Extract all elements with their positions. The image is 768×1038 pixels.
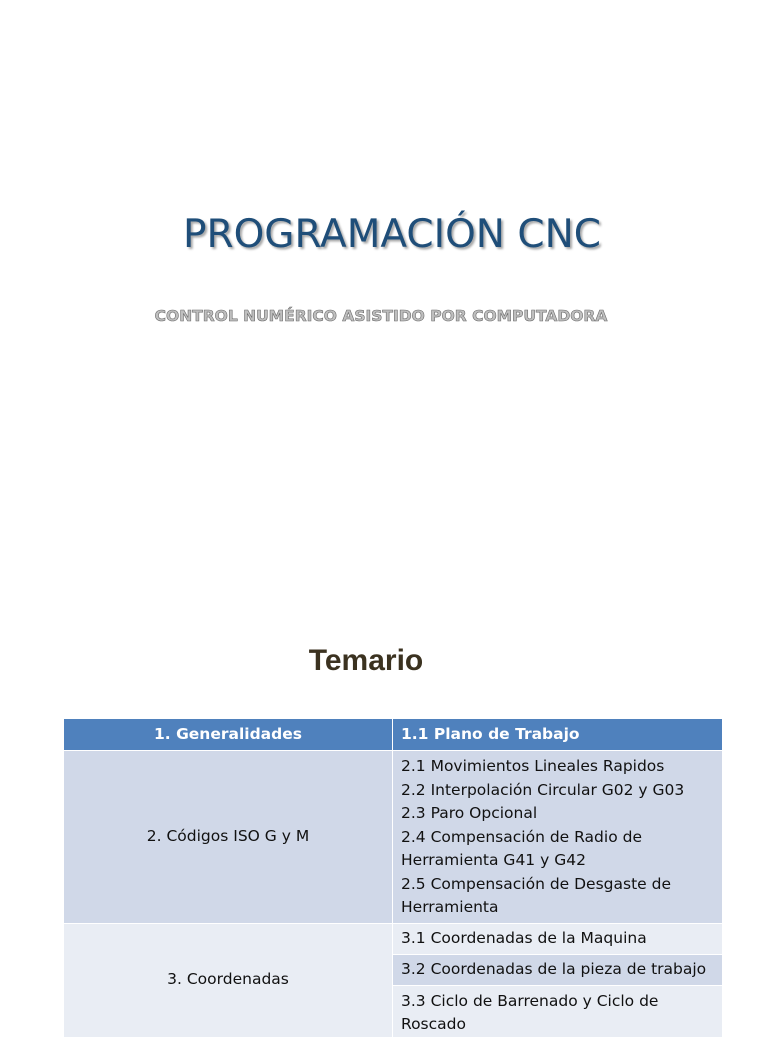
topic-line: 2.4 Compensación de Radio de [401, 827, 642, 846]
topic-cell [393, 985, 723, 1037]
topic-line: 2.1 Movimientos Lineales Rapidos [401, 757, 665, 775]
table-row [64, 923, 723, 954]
slide-subtitle: CONTROL NUMÉRICO ASISTIDO POR COMPUTADORA [154, 307, 608, 325]
section-cell: 3. Coordenadas [64, 923, 393, 1037]
topic-line: Herramienta [401, 898, 499, 916]
topic-line: 2.2 Interpolación Circular G02 y G03 [401, 780, 685, 799]
topic-cell: 3.1 Coordenadas de la Maquina [393, 923, 723, 954]
topic-line: Roscado [401, 1015, 466, 1033]
slide-title: PROGRAMACIÓN CNC [182, 212, 601, 257]
temario-slide [0, 600, 768, 1033]
temario-table [63, 718, 723, 1038]
table-row [64, 751, 723, 924]
topic-line: 2.3 Paro Opcional [401, 804, 538, 822]
temario-heading: Temario [308, 644, 424, 677]
table-header-row [64, 719, 723, 751]
topic-line: 2.5 Compensación de Desgaste de [401, 874, 671, 893]
topic-cell: 1.1 Plano de Trabajo [393, 719, 723, 751]
topic-line: Herramienta G41 y G42 [401, 851, 586, 869]
topic-cell: 3.2 Coordenadas de la pieza de trabajo [393, 954, 723, 985]
topic-cell [393, 751, 723, 924]
section-cell: 1. Generalidades [64, 719, 393, 751]
topic-line: 3.3 Ciclo de Barrenado y Ciclo de [401, 991, 659, 1010]
section-cell: 2. Códigos ISO G y M [64, 751, 393, 924]
